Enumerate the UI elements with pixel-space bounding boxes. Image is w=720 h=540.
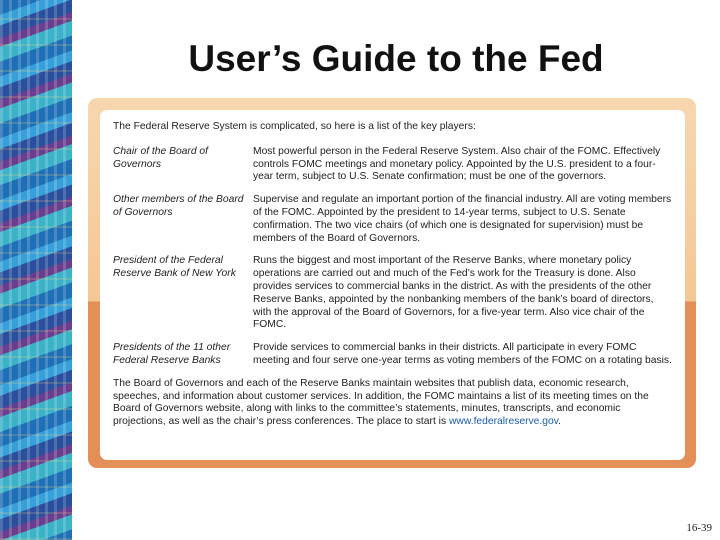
intro-text: The Federal Reserve System is complicated, so here is a list of the key players: (113, 121, 476, 132)
player-row (113, 342, 673, 368)
player-role: Other members of the Board of Governors (113, 194, 244, 218)
player-description: Most powerful person in the Federal Reserve System. Also chair of the FOMC. Effectively controls FOMC meetings and monetary policy. Appointed by the U.S. president to a four-year term, subject to U.S. Senate confirmation; must be one of the governors. (253, 145, 661, 183)
key-players-box (100, 110, 685, 460)
slide-title: User’s Guide to the Fed (188, 38, 604, 79)
player-description: Runs the biggest and most important of the Reserve Banks, where monetary policy operations are carried out and much of the Fed’s work for the Treasury is done. Also provides services to commercial banks in the district. As with the presidents of the other Reserve Banks, appointed by the nonbanking members of the bank’s board of directors, with the approval of the Board of Governors, for a five-year term. Also vice chair of the FOMC. (253, 255, 654, 331)
player-row (113, 146, 673, 184)
player-row (113, 194, 673, 245)
player-role: Presidents of the 11 other Federal Reserve Banks (113, 342, 231, 366)
player-role: Chair of the Board of Governors (113, 145, 209, 170)
decorative-side-stripe (0, 0, 72, 540)
page-number: 16-39 (686, 522, 712, 534)
closing-paragraph (113, 378, 673, 429)
closing-period: . (558, 416, 561, 428)
player-role: President of the Federal Reserve Bank of New York (113, 255, 236, 280)
federal-reserve-link[interactable]: www.federalreserve.gov (448, 416, 559, 428)
player-description: Supervise and regulate an important portion of the financial industry. All are voting members of the FOMC. Appointed by the president to 14-year terms, subject to U.S. Senate confirmation. The two vice chairs (of which one is designated for supervision) must be members of the Board of Governors. (253, 194, 672, 244)
closing-text: The Board of Governors and each of the Reserve Banks maintain websites that publish data, economic research, speeches, and information about customer services. In addition, the FOMC maintains a list of its meeting times on the Board of Governors website, along with links to the committee’s statements, minutes, transcripts, and economic projections, as well as the chair’s press conferences. The place to start is (113, 377, 649, 428)
player-description: Provide services to commercial banks in their districts. All participate in every FOMC meeting and four serve one-year terms as voting members of the FOMC on a rotating basis. (253, 342, 672, 366)
player-row (113, 255, 673, 332)
